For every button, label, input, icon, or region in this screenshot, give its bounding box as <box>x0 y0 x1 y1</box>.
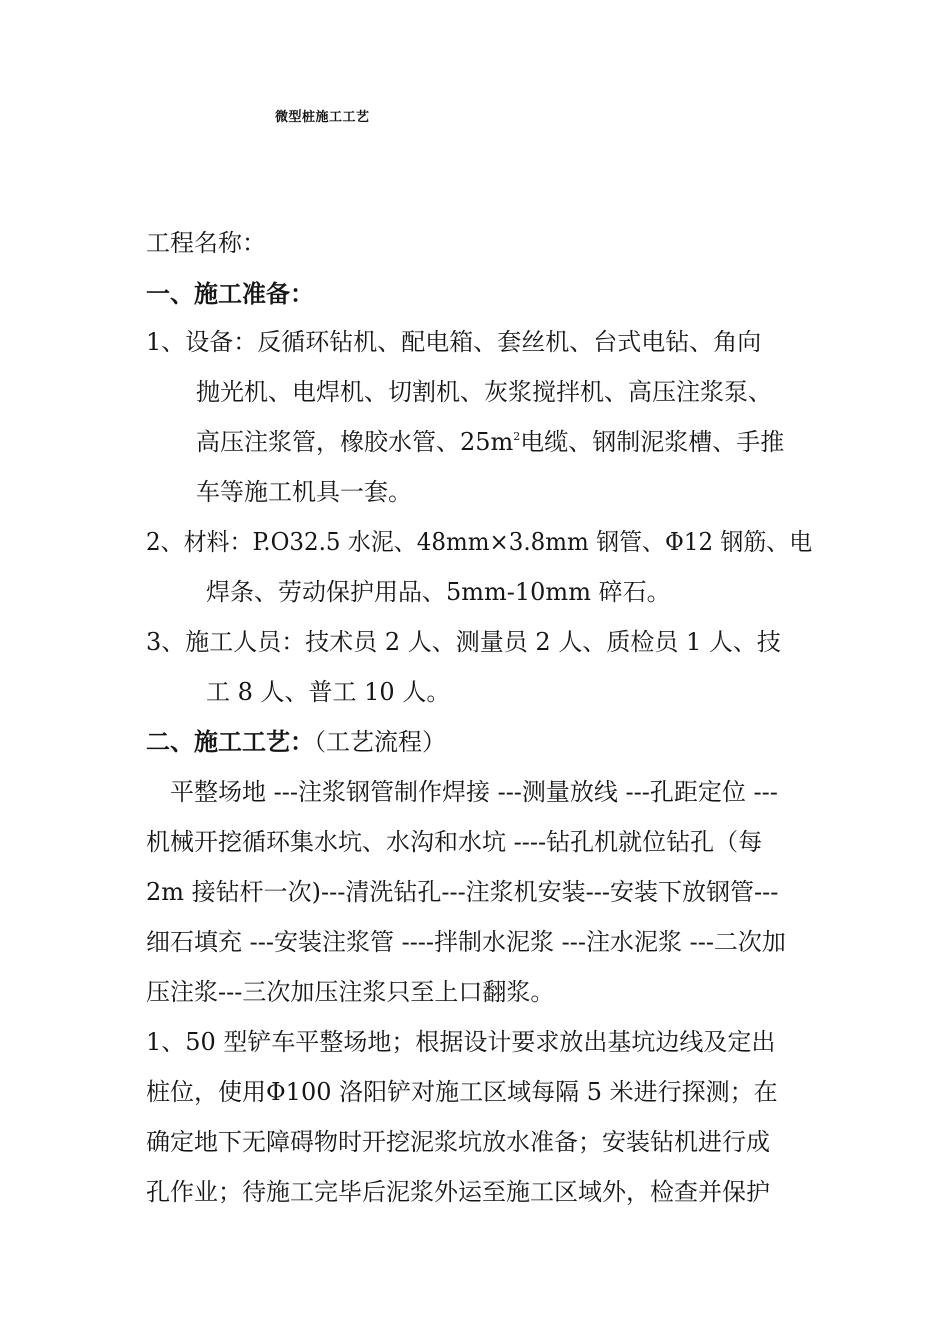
section-2-heading <box>146 727 446 757</box>
section-2-heading-text: 二、施工工艺： <box>146 728 314 756</box>
item-1-line-3-before: 高压注浆管，橡胶水管、25m <box>196 428 514 456</box>
step-1-line-2: 桩位，使用Φ100 洛阳铲对施工区域每隔 5 米进行探测；在 <box>146 1078 778 1106</box>
flow-line-4: 细石填充 ---安装注浆管 ----拌制水泥浆 ---注水泥浆 ---二次加 <box>146 928 786 956</box>
flow-line-2: 机械开挖循环集水坑、水沟和水坑 ----钻孔机就位钻孔（每 <box>146 828 763 856</box>
step-1-line-4: 孔作业；待施工完毕后泥浆外运至施工区域外，检查并保护 <box>146 1178 770 1206</box>
item-1-line-3-after: 电缆、钢制泥浆槽、手推 <box>520 428 785 456</box>
item-1-line-3-superscript: 2 <box>513 430 521 443</box>
document-title: 微型桩施工工艺 <box>275 110 370 125</box>
item-3-line-2: 工 8 人、普工 10 人。 <box>206 678 451 706</box>
item-1-line-1: 1、设备：反循环钻机、配电箱、套丝机、台式电钻、角向 <box>146 328 762 356</box>
flow-line-5: 压注浆---三次加压注浆只至上口翻浆。 <box>146 978 555 1006</box>
item-1-line-3 <box>196 427 784 457</box>
step-1-line-3: 确定地下无障碍物时开挖泥浆坑放水准备；安装钻机进行成 <box>146 1128 770 1156</box>
section-2-heading-note: （工艺流程） <box>314 728 446 756</box>
flow-line-1: 平整场地 ---注浆钢管制作焊接 ---测量放线 ---孔距定位 --- <box>170 778 778 806</box>
section-1-heading: 一、施工准备： <box>146 280 314 308</box>
item-3-line-1: 3、施工人员：技术员 2 人、测量员 2 人、质检员 1 人、技 <box>146 628 781 656</box>
flow-line-3: 2m 接钻杆一次)---清洗钻孔---注浆机安装---安装下放钢管--- <box>146 878 779 906</box>
item-2-line-2: 焊条、劳动保护用品、5mm-10mm 碎石。 <box>206 578 671 606</box>
item-1-line-4: 车等施工机具一套。 <box>196 478 412 506</box>
step-1-line-1: 1、50 型铲车平整场地；根据设计要求放出基坑边线及定出 <box>146 1028 776 1056</box>
item-2-line-1: 2、材料：P.O32.5 水泥、48mm×3.8mm 钢管、Φ12 钢筋、电 <box>146 528 813 556</box>
project-name-label: 工程名称： <box>146 229 266 257</box>
item-1-line-2: 抛光机、电焊机、切割机、灰浆搅拌机、高压注浆泵、 <box>196 378 772 406</box>
